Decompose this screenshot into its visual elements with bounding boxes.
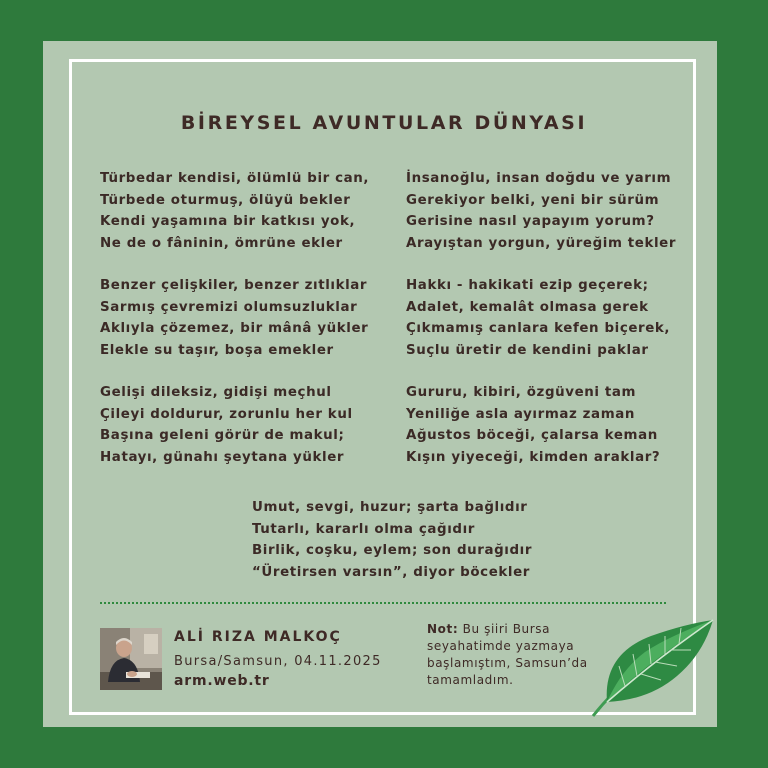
dotted-divider	[100, 602, 666, 604]
verse-line: Kendi yaşamına bir katkısı yok,	[100, 214, 356, 229]
stanza-5	[406, 275, 676, 361]
verse-line: Aklıyla çözemez, bir mânâ yükler	[100, 321, 369, 336]
note-text: Bu şiiri Bursa seyahatimde yazmaya başlamıştım, Samsun’da tamamladım.	[427, 622, 588, 687]
author-name: ALİ RIZA MALKOÇ	[174, 629, 342, 645]
verse-line: İnsanoğlu, insan doğdu ve yarım	[406, 171, 672, 186]
verse-line: “Üretirsen varsın”, diyor böcekler	[252, 564, 530, 580]
verse-line: Arayıştan yorgun, yüreğim tekler	[406, 235, 677, 251]
verse-line: Başına geleni görür de makul;	[100, 428, 345, 443]
stanza-4	[406, 168, 676, 254]
author-place-date: Bursa/Samsun, 04.11.2025	[174, 654, 382, 669]
verse-line: Elekle su taşır, boşa emekler	[100, 342, 334, 358]
author-photo	[100, 628, 162, 690]
author-website-link[interactable]: arm.web.tr	[174, 673, 270, 689]
verse-line: Gerisine nasıl yapayım yorum?	[406, 214, 655, 229]
verse-line: Ne de o fâninin, ömrüne ekler	[100, 235, 343, 251]
stanza-2	[100, 275, 369, 361]
stanza-6	[406, 382, 676, 468]
stanza-3	[100, 382, 369, 468]
verse-line: Türbede oturmuş, ölüyü bekler	[100, 192, 351, 208]
verse-line: Çileyi doldurur, zorunlu her kul	[100, 406, 353, 422]
verse-line: Benzer çelişkiler, benzer zıtlıklar	[100, 278, 368, 293]
verse-line: Adalet, kemalât olmasa gerek	[406, 299, 649, 315]
verse-line: Yeniliğe asla ayırmaz zaman	[406, 406, 636, 422]
final-stanza	[252, 497, 532, 583]
verse-line: Çıkmamış canlara kefen biçerek,	[406, 321, 671, 336]
stanza-1	[100, 168, 369, 254]
verse-line: Sarmış çevremizi olumsuzluklar	[100, 299, 358, 315]
verse-line: Kışın yiyeceği, kimden araklar?	[406, 449, 661, 465]
verse-line: Türbedar kendisi, ölümlü bir can,	[100, 171, 370, 186]
verse-line: Tutarlı, kararlı olma çağıdır	[252, 521, 475, 537]
verse-line: Umut, sevgi, huzur; şarta bağlıdır	[252, 500, 528, 515]
verse-line: Hatayı, günahı şeytana yükler	[100, 449, 345, 465]
poem-title: BİREYSEL AVUNTULAR DÜNYASI	[180, 112, 588, 134]
verse-line: Ağustos böceği, çalarsa keman	[406, 428, 658, 443]
verse-line: Hakkı - hakikati ezip geçerek;	[406, 278, 649, 293]
verse-line: Suçlu üretir de kendini paklar	[406, 342, 649, 358]
left-column	[100, 168, 369, 489]
verse-line: Gururu, kibiri, özgüveni tam	[406, 385, 637, 400]
verse-line: Gerekiyor belki, yeni bir sürüm	[406, 192, 660, 208]
right-column	[406, 168, 676, 489]
feather-leaf-icon	[585, 614, 717, 720]
verse-line: Gelişi dileksiz, gidişi meçhul	[100, 385, 332, 400]
verse-line: Birlik, coşku, eylem; son durağıdır	[252, 543, 533, 558]
note-label: Not:	[427, 622, 459, 636]
note-block	[427, 621, 597, 689]
